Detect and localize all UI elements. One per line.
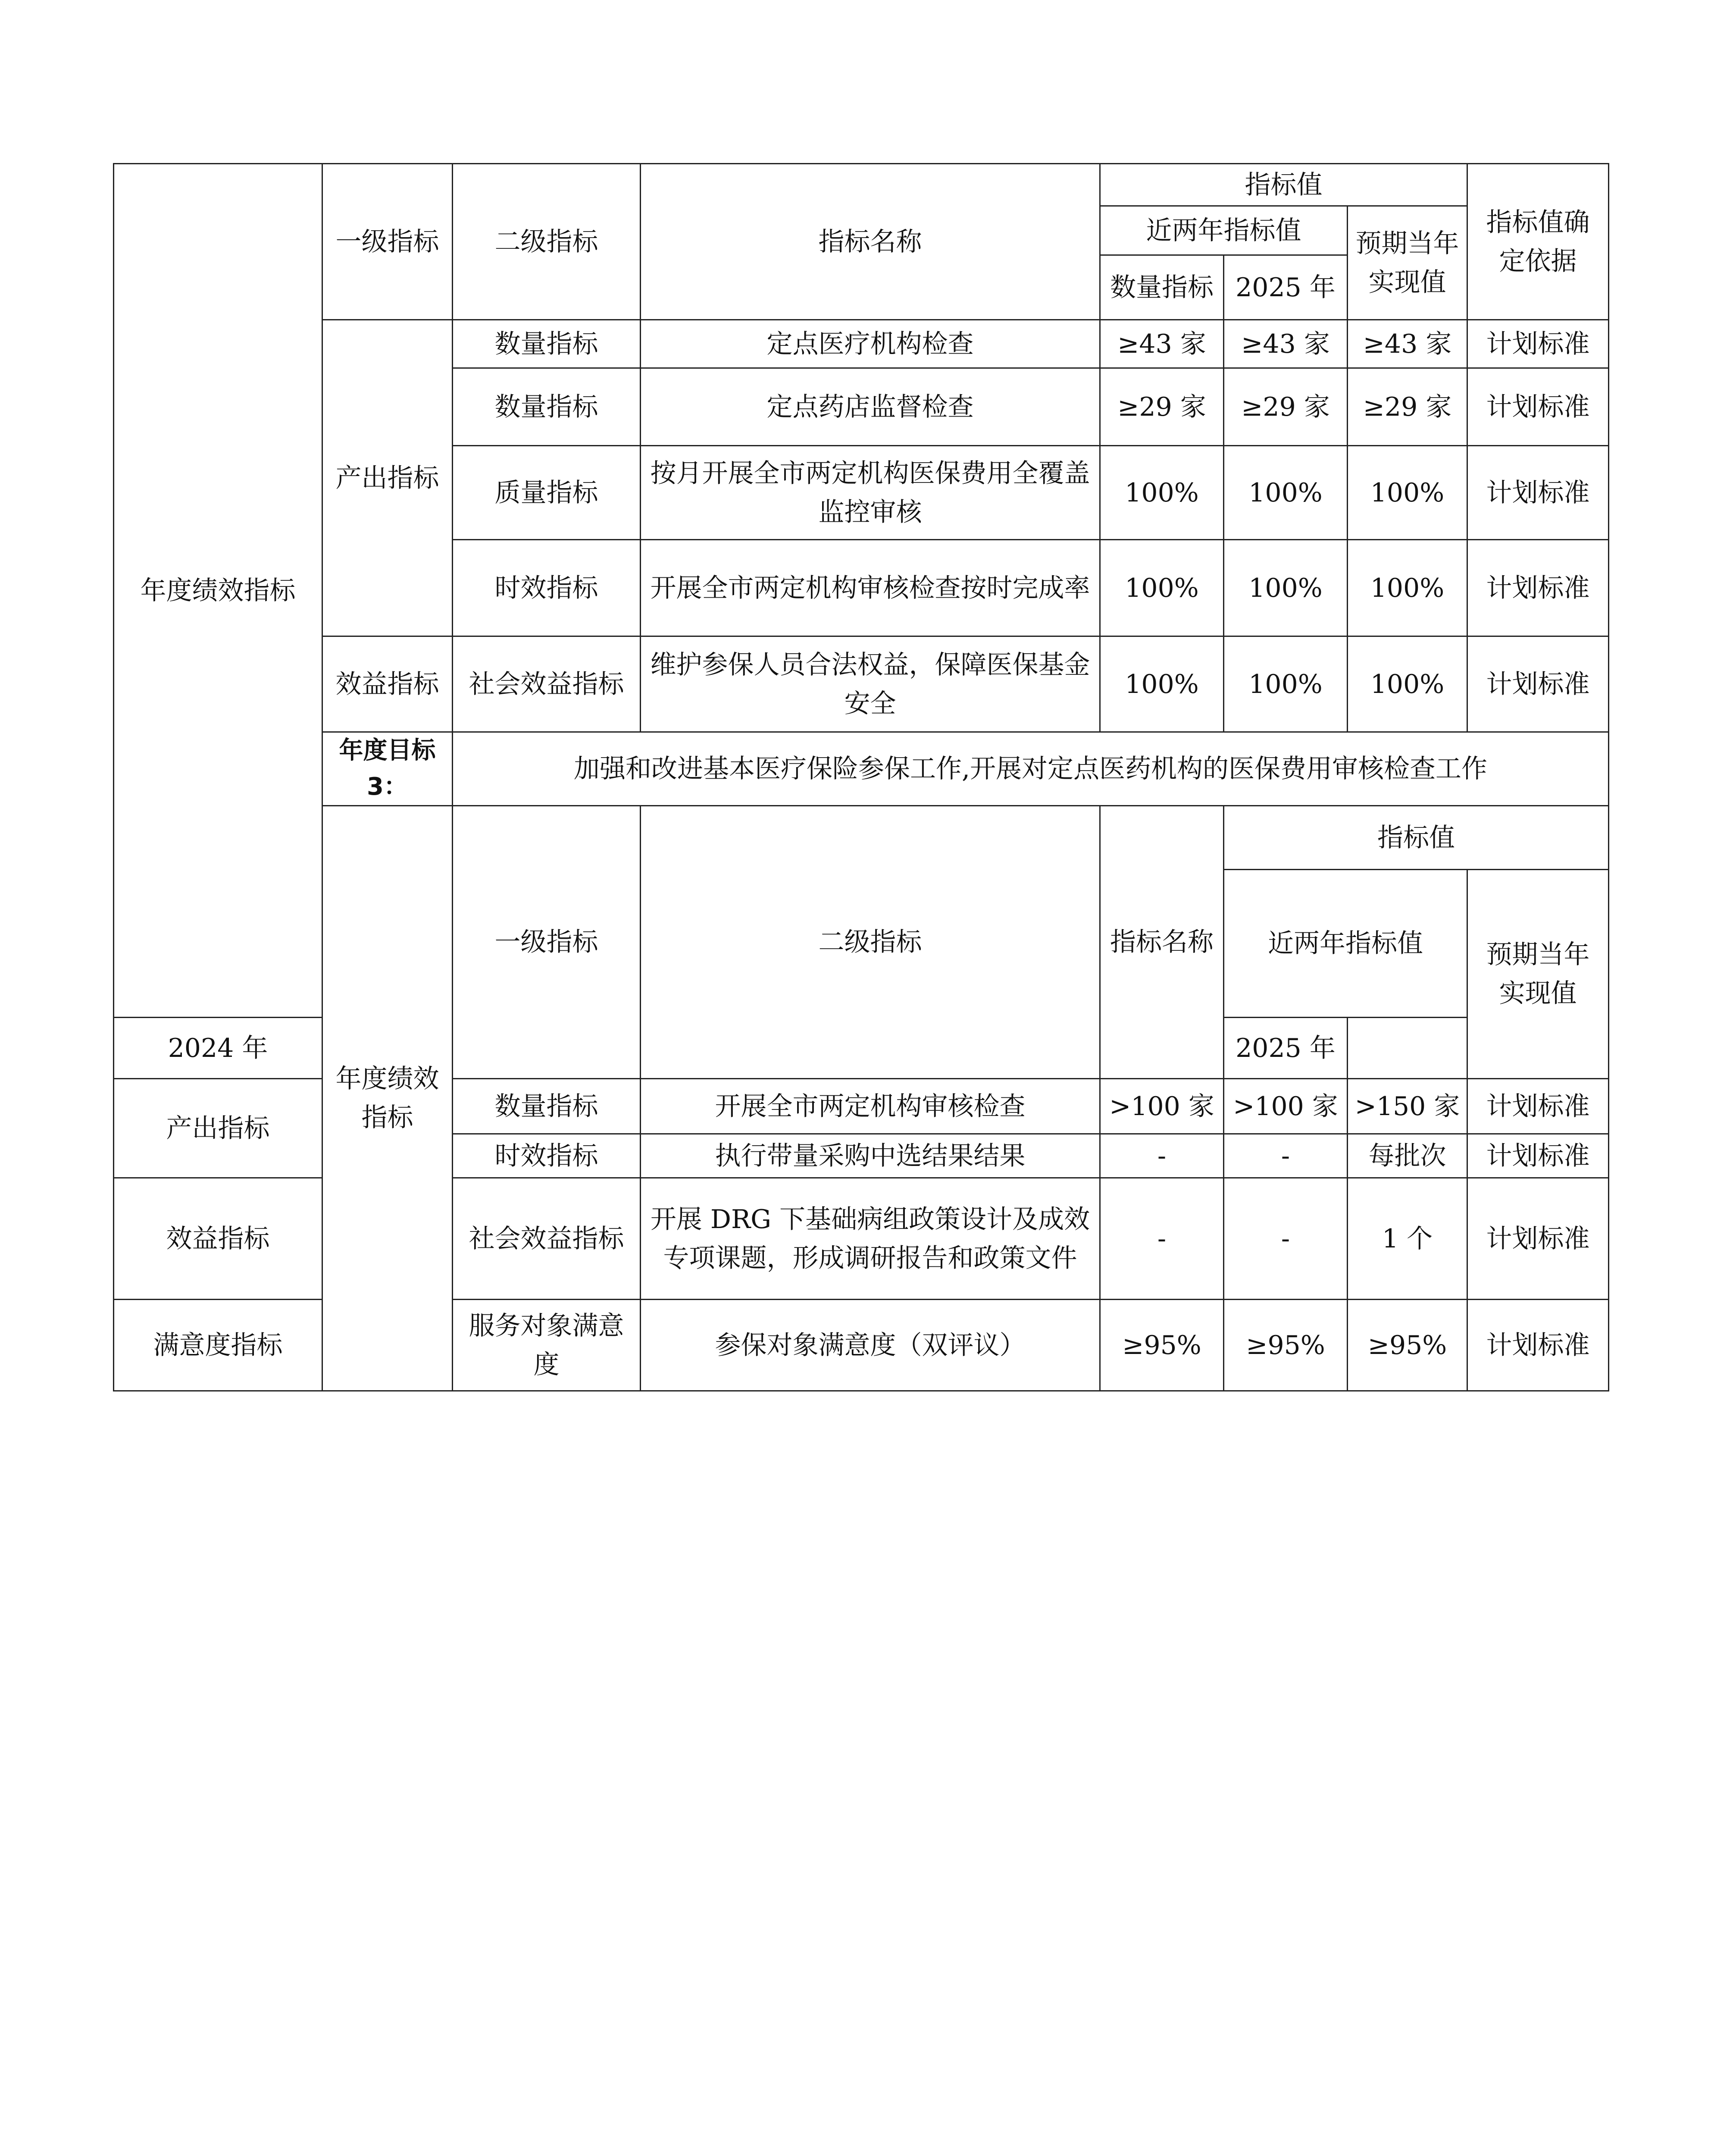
goal-row [114,732,1609,806]
cell-level2: 社会效益指标 [453,1178,641,1300]
section-label: 年度绩效指标 [322,806,453,1391]
group-benefit: 效益指标 [322,636,453,732]
cell-level2: 时效指标 [453,540,641,636]
cell-indicator-name: 执行带量采购中选结果结果 [641,1134,1100,1178]
group-output: 产出指标 [322,320,453,636]
table2-header-row-1 [114,806,1609,870]
table-row [114,636,1609,732]
cell-value-2: 100% [1224,446,1348,540]
header-basis: 指标值确定依据 [1467,164,1609,320]
cell-basis: 计划标准 [1467,540,1609,636]
header-expected: 预期当年实现值 [1467,870,1609,1079]
cell-basis: 计划标准 [1467,446,1609,540]
cell-level2: 数量指标 [453,320,641,368]
cell-value-1: 100% [1100,636,1224,732]
header-level2: 二级指标 [453,164,641,320]
cell-value-3: ≥29 家 [1348,368,1467,446]
cell-value-2: 100% [1224,540,1348,636]
cell-value-3: 100% [1348,540,1467,636]
header-level2: 二级指标 [641,806,1100,1079]
table1-header-row-1 [114,164,1609,206]
cell-level2: 质量指标 [453,446,641,540]
cell-level2: 服务对象满意度 [453,1300,641,1391]
cell-basis: 计划标准 [1467,1300,1609,1391]
cell-indicator-name: 参保对象满意度（双评议） [641,1300,1100,1391]
performance-indicator-table [113,163,1609,1391]
cell-indicator-name: 维护参保人员合法权益，保障医保基金安全 [641,636,1100,732]
cell-level2: 社会效益指标 [453,636,641,732]
cell-basis: 计划标准 [1467,368,1609,446]
cell-value-1: 100% [1100,446,1224,540]
header-recent-two-years: 近两年指标值 [1100,206,1348,255]
cell-basis: 计划标准 [1467,1134,1609,1178]
cell-value-3: ≥43 家 [1348,320,1467,368]
cell-value-3: >150 家 [1348,1079,1467,1134]
cell-basis: 计划标准 [1467,1079,1609,1134]
header-level1: 一级指标 [453,806,641,1079]
cell-value-3: 每批次 [1348,1134,1467,1178]
cell-value-2: ≥43 家 [1224,320,1348,368]
cell-value-3: 1 个 [1348,1178,1467,1300]
cell-value-3: 100% [1348,636,1467,732]
cell-indicator-name: 开展 DRG 下基础病组政策设计及成效专项课题，形成调研报告和政策文件 [641,1178,1100,1300]
cell-value-3: ≥95% [1348,1300,1467,1391]
header-name: 指标名称 [1100,806,1224,1079]
cell-value-1: >100 家 [1100,1079,1224,1134]
cell-value-2: - [1224,1178,1348,1300]
group-satisfaction: 满意度指标 [114,1300,322,1391]
header-year-a: 2024 年 [114,1018,322,1079]
cell-value-2: ≥29 家 [1224,368,1348,446]
header-year-b: 2025 年 [1224,255,1348,320]
table-row [114,320,1609,368]
header-value-group: 指标值 [1100,164,1467,206]
cell-indicator-name: 按月开展全市两定机构医保费用全覆盖监控审核 [641,446,1100,540]
goal-label: 年度目标 3： [322,732,453,806]
goal-text: 加强和改进基本医疗保险参保工作,开展对定点医药机构的医保费用审核检查工作 [453,732,1609,806]
header-year-b: 2025 年 [1224,1018,1348,1079]
cell-level2: 数量指标 [453,368,641,446]
cell-value-1: ≥43 家 [1100,320,1224,368]
group-benefit: 效益指标 [114,1178,322,1300]
cell-basis: 计划标准 [1467,1178,1609,1300]
cell-value-1: - [1100,1178,1224,1300]
cell-value-1: - [1100,1134,1224,1178]
cell-value-1: ≥29 家 [1100,368,1224,446]
cell-value-2: - [1224,1134,1348,1178]
cell-basis: 计划标准 [1467,320,1609,368]
cell-indicator-name: 开展全市两定机构审核检查 [641,1079,1100,1134]
header-level1: 一级指标 [322,164,453,320]
header-expected: 预期当年实现值 [1348,206,1467,320]
cell-value-1: 100% [1100,540,1224,636]
cell-indicator-name: 定点药店监督检查 [641,368,1100,446]
cell-basis: 计划标准 [1467,636,1609,732]
header-year-a: 数量指标 [1100,255,1224,320]
cell-level2: 时效指标 [453,1134,641,1178]
header-name: 指标名称 [641,164,1100,320]
section-label: 年度绩效指标 [114,164,322,1018]
group-output: 产出指标 [114,1079,322,1178]
header-value-group: 指标值 [1224,806,1609,870]
cell-value-3: 100% [1348,446,1467,540]
cell-value-2: 100% [1224,636,1348,732]
cell-value-2: ≥95% [1224,1300,1348,1391]
cell-level2: 数量指标 [453,1079,641,1134]
cell-value-2: >100 家 [1224,1079,1348,1134]
header-recent-two-years: 近两年指标值 [1224,870,1467,1018]
cell-indicator-name: 开展全市两定机构审核检查按时完成率 [641,540,1100,636]
cell-indicator-name: 定点医疗机构检查 [641,320,1100,368]
cell-value-1: ≥95% [1100,1300,1224,1391]
